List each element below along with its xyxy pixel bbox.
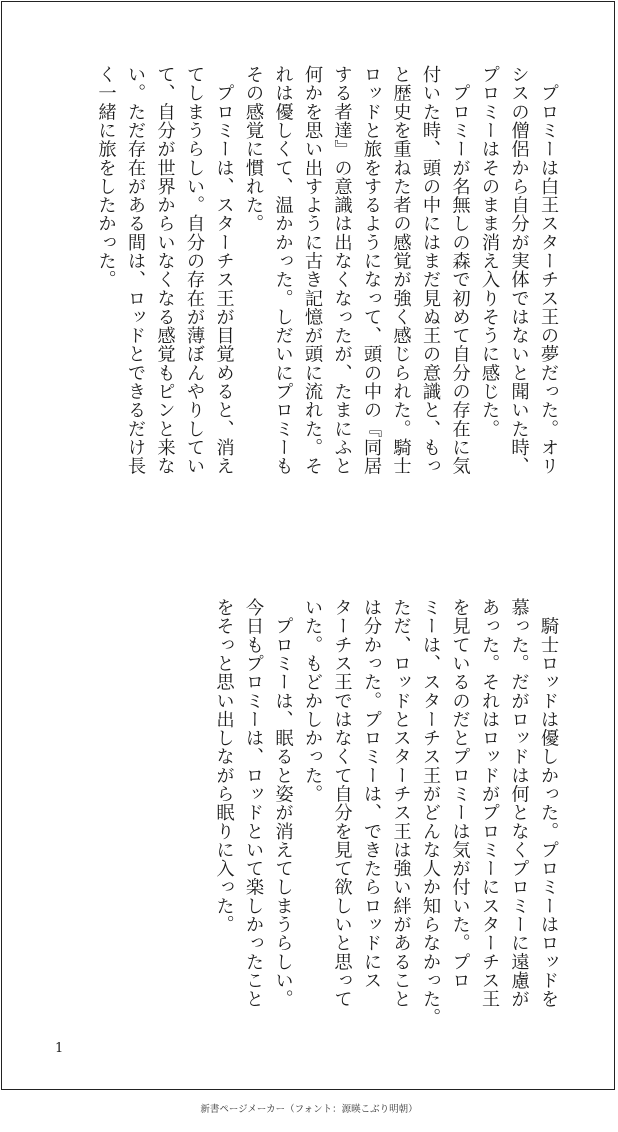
text-line: プロミーはそのまま消え入りそうに感じた。 xyxy=(479,65,500,438)
text-line: 騎士ロッドは優しかった。プロミーはロッドを xyxy=(538,598,559,1009)
text-line: ミーは、スターチス王がどんな人か知らなかった。 xyxy=(420,598,441,1027)
text-block-top xyxy=(91,65,563,535)
text-line: する者達』の意識は出なくなったが、たまにふと xyxy=(331,65,353,476)
text-line: を見ているのだとプロミーは気が付いた。プロ xyxy=(449,598,471,990)
text-block-bottom xyxy=(209,598,563,1068)
text-line: プロミーは白王スターチス王の夢だった。オリ xyxy=(538,65,559,476)
text-line: く一緒に旅をしたかった。 xyxy=(95,65,117,289)
text-line: 付いた時、頭の中にはまだ見ぬ王の意識と、もっ xyxy=(420,65,441,476)
text-line: をそっと思い出しながら眠りに入った。 xyxy=(213,598,235,934)
text-line: プロミーが名無しの森で初めて自分の存在に気 xyxy=(449,65,471,476)
text-line: 慕った。だがロッドは何となくプロミーに遠慮が xyxy=(508,598,530,1009)
page-frame xyxy=(1,1,615,1090)
text-line: て、自分が世界からいなくなる感覚もピンと来な xyxy=(154,65,176,476)
text-line: いた。もどかしかった。 xyxy=(302,598,323,804)
text-line: ターチス王ではなくて自分を見て欲しいと思って xyxy=(331,598,353,1009)
text-line: プロミーは、眠ると姿が消えてしまうらしい。 xyxy=(272,598,294,1009)
text-line: その感覚に慣れた。 xyxy=(243,65,264,233)
text-line: 今日もプロミーは、ロッドといて楽しかったこと xyxy=(243,598,264,1009)
text-line: ただ、ロッドとスターチス王は強い絆があること xyxy=(390,598,412,1009)
text-line: は分かった。プロミーは、できたらロッドにス xyxy=(361,598,382,990)
text-line: と歴史を重ねた者の感覚が強く感じられた。騎士 xyxy=(390,65,412,476)
page-number: 1 xyxy=(55,1041,64,1056)
text-line: 何かを思い出すように古き記憶が頭に流れた。そ xyxy=(302,65,323,476)
text-line: あった。それはロッドがプロミーにスターチス王 xyxy=(479,598,500,1009)
text-line: シスの僧侶から自分が実体ではないと聞いた時、 xyxy=(508,65,530,476)
text-line: プロミーは、スターチス王が目覚めると、消え xyxy=(213,65,235,476)
text-line: れは優しくて、温かかった。しだいにプロミーも xyxy=(272,65,294,476)
text-line: い。ただ存在がある間は、ロッドとできるだけ長 xyxy=(125,65,146,476)
text-line: てしまうらしい。自分の存在が薄ぼんやりしてい xyxy=(184,65,205,476)
footer-credit: 新書ページメーカー（フォント：源暎こぶり明朝） xyxy=(200,1104,418,1115)
text-line: ロッドと旅をするようになって、頭の中の『同居 xyxy=(361,65,382,476)
